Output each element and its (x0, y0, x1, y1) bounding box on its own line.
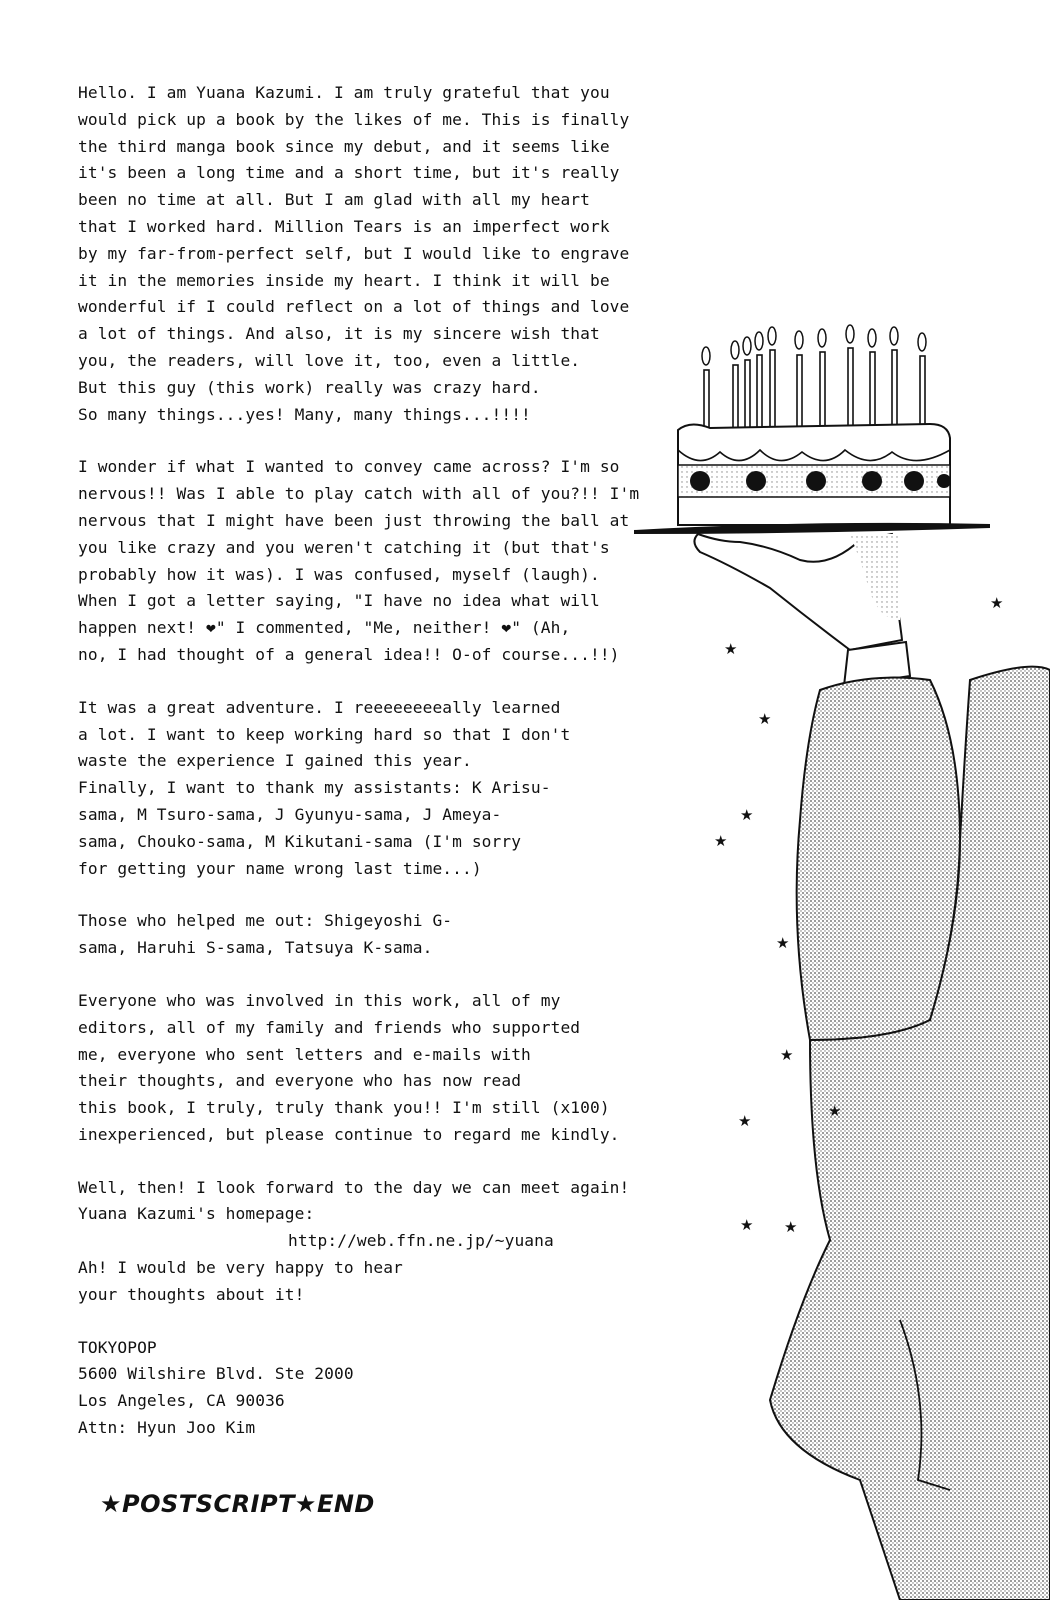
text-line: But this guy (this work) really was crazy hard. (78, 377, 541, 397)
text-line: it in the memories inside my heart. I think it will be (78, 270, 610, 290)
text-line: no, I had thought of a general idea!! O-of course...!!) (78, 644, 620, 664)
text-line: editors, all of my family and friends who supported (78, 1017, 581, 1037)
text-line: It was a great adventure. I reeeeeeeeally learned (78, 697, 561, 717)
text-line: a lot. I want to keep working hard so that I don't (78, 724, 571, 744)
text-line: sama, Chouko-sama, M Kikutani-sama (I'm sorry (78, 831, 522, 851)
text-line: Everyone who was involved in this work, all of my (78, 990, 561, 1010)
closing-line: Ah! I would be very happy to hear (78, 1258, 403, 1278)
svg-text:★: ★ (740, 806, 754, 824)
text-line: the third manga book since my debut, and it seems like (78, 136, 610, 156)
text-line: this book, I truly, truly thank you!! I'm still (x100) (78, 1098, 610, 1118)
svg-text:★: ★ (740, 1216, 754, 1234)
homepage-label: Yuana Kazumi's homepage: (78, 1204, 315, 1224)
homepage-url[interactable]: http://web.ffn.ne.jp/~yuana (288, 1231, 554, 1251)
text-line: been no time at all. But I am glad with all my heart (78, 190, 590, 210)
text-line: waste the experience I gained this year. (78, 751, 472, 771)
svg-text:★: ★ (758, 710, 772, 728)
text-line: wonderful if I could reflect on a lot of things and love (78, 297, 630, 317)
text-line: inexperienced, but please continue to regard me kindly. (78, 1124, 620, 1144)
svg-text:★: ★ (990, 594, 1004, 612)
closing-line: Well, then! I look forward to the day we can meet again! (78, 1177, 630, 1197)
text-line: a lot of things. And also, it is my sincere wish that (78, 324, 600, 344)
text-line: Hello. I am Yuana Kazumi. I am truly grateful that you (78, 83, 610, 102)
address-city: Los Angeles, CA 90036 (78, 1391, 285, 1411)
text-line: would pick up a book by the likes of me. This is finally (78, 109, 630, 129)
address-attn: Attn: Hyun Joo Kim (78, 1418, 256, 1438)
paragraph-greeting (78, 80, 638, 428)
text-line: nervous!! Was I able to play catch with all of you?!! I'm (78, 484, 640, 504)
text-line: you, the readers, will love it, too, even a little. (78, 350, 581, 370)
closing-line: your thoughts about it! (78, 1284, 305, 1304)
paragraph-helpers (78, 908, 638, 962)
text-line: for getting your name wrong last time...) (78, 858, 482, 878)
postscript-end-mark: ★POSTSCRIPT★END (100, 1490, 375, 1518)
paragraph-nervous (78, 454, 638, 668)
text-line: When I got a letter saying, "I have no idea what will (78, 591, 600, 611)
paragraph-adventure (78, 695, 638, 883)
paragraph-thanks (78, 988, 638, 1149)
text-line: it's been a long time and a short time, but it's really (78, 163, 620, 183)
text-line: by my far-from-perfect self, but I would like to engrave (78, 243, 630, 263)
text-line: happen next! ❤" I commented, "Me, neither! ❤" (Ah, (78, 618, 571, 638)
cake-illustration (630, 320, 1050, 1600)
text-line: probably how it was). I was confused, myself (laugh). (78, 564, 600, 584)
svg-text:★: ★ (714, 832, 728, 850)
svg-text:★: ★ (776, 934, 790, 952)
text-line: I wonder if what I wanted to convey came across? I'm so (78, 457, 620, 477)
text-line: nervous that I might have been just throwing the ball at (78, 510, 630, 530)
mailing-address (78, 1335, 638, 1442)
text-line: their thoughts, and everyone who has now read (78, 1071, 522, 1091)
paragraph-closing (78, 1175, 638, 1309)
address-street: 5600 Wilshire Blvd. Ste 2000 (78, 1364, 354, 1384)
text-line: So many things...yes! Many, many things...!!!! (78, 404, 531, 424)
svg-text:★: ★ (724, 640, 738, 658)
text-line: that I worked hard. Million Tears is an imperfect work (78, 216, 610, 236)
address-company: TOKYOPOP (78, 1337, 157, 1357)
svg-text:★: ★ (738, 1112, 752, 1130)
svg-text:★: ★ (780, 1046, 794, 1064)
text-line: you like crazy and you weren't catching it (but that's (78, 537, 610, 557)
text-line: sama, M Tsuro-sama, J Gyunyu-sama, J Ameya- (78, 804, 502, 824)
hand-holding-birthday-cake-icon (630, 320, 1050, 1600)
text-line: Those who helped me out: Shigeyoshi G- (78, 911, 453, 931)
postscript-text (78, 80, 638, 1442)
text-line: Finally, I want to thank my assistants: K Arisu- (78, 778, 551, 798)
svg-text:★: ★ (828, 1102, 842, 1120)
text-line: me, everyone who sent letters and e-mails with (78, 1044, 531, 1064)
text-line: sama, Haruhi S-sama, Tatsuya K-sama. (78, 938, 433, 958)
svg-text:★: ★ (784, 1218, 798, 1236)
